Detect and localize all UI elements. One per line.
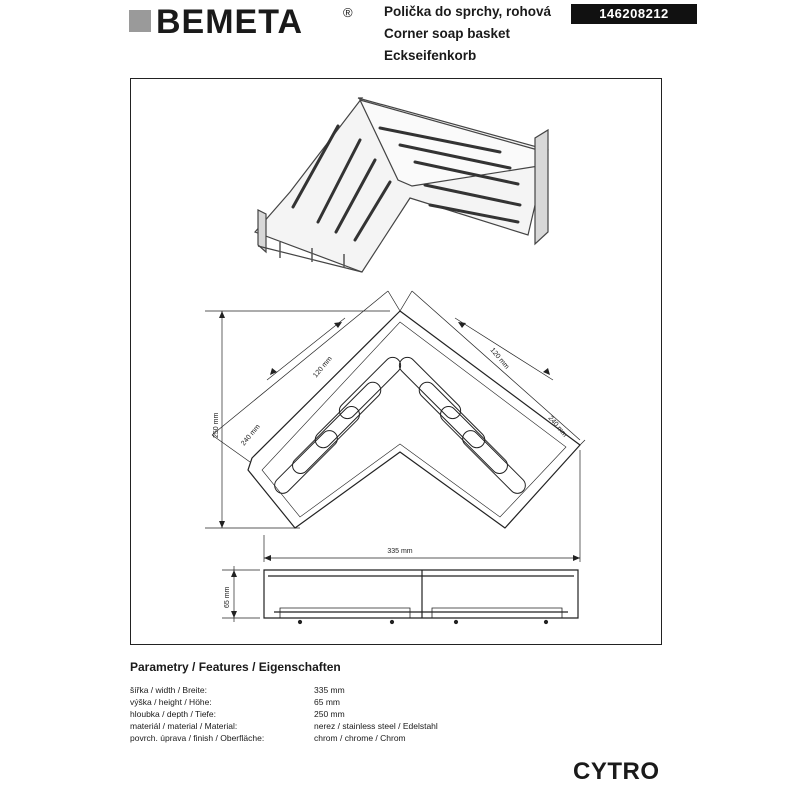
- product-title-de: Eckseifenkorb: [384, 48, 477, 63]
- spec-label: materiál / material / Material:: [130, 721, 238, 731]
- spec-value: nerez / stainless steel / Edelstahl: [314, 721, 438, 731]
- spec-label: výška / height / Höhe:: [130, 697, 212, 707]
- product-title-cz: Polička do sprchy, rohová: [384, 4, 552, 19]
- spec-row-depth: [130, 708, 662, 720]
- product-photo: [255, 98, 548, 272]
- dimension-depth: 250 mm: [213, 412, 220, 438]
- spec-row-material: [130, 720, 662, 732]
- spec-label: hloubka / depth / Tiefe:: [130, 709, 217, 719]
- spec-row-height: [130, 696, 662, 708]
- top-view: [205, 291, 585, 562]
- spec-value: chrom / chrome / Chrom: [314, 733, 406, 743]
- specs-title: Parametry / Features / Eigenschaften: [130, 660, 341, 674]
- spec-row-width: [130, 684, 662, 696]
- registered-mark: ®: [343, 5, 353, 20]
- dimension-side-right: 240 mm: [546, 414, 569, 439]
- brand-logo: BEMETA: [156, 3, 304, 41]
- spec-value: 335 mm: [314, 685, 345, 695]
- spec-label: šířka / width / Breite:: [130, 685, 207, 695]
- specifications: [130, 660, 662, 744]
- dimension-slot-offset-left: 120 mm: [312, 355, 334, 380]
- dimension-side-left: 240 mm: [240, 423, 262, 448]
- spec-row-finish: [130, 732, 662, 744]
- product-code: 146208212: [571, 4, 697, 24]
- dimension-width: 335 mm: [387, 548, 413, 555]
- front-view: [222, 566, 578, 624]
- dimension-slot-offset-right: 120 mm: [488, 346, 511, 371]
- product-name: CYTRO: [573, 758, 660, 785]
- spec-label: povrch. úprava / finish / Oberfläche:: [130, 733, 265, 743]
- dimension-height: 65 mm: [224, 586, 231, 608]
- spec-value: 250 mm: [314, 709, 345, 719]
- basket-outline: [248, 311, 580, 528]
- spec-value: 65 mm: [314, 697, 340, 707]
- product-title-en: Corner soap basket: [384, 26, 511, 41]
